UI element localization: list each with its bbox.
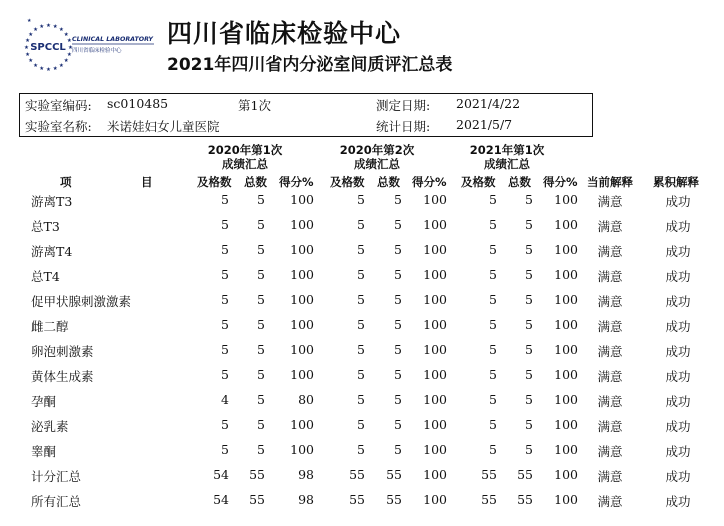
logo-abbr: SPCCL <box>30 42 66 53</box>
cumulative-interpretation: 成功 <box>665 244 691 259</box>
item-name: 卵泡刺激素 <box>31 344 94 359</box>
current-interpretation: 满意 <box>597 419 623 434</box>
g3-score: 100 <box>554 317 578 332</box>
g2-score: 100 <box>423 367 447 382</box>
table-row <box>0 363 724 387</box>
current-interpretation: 满意 <box>597 294 623 309</box>
table-row <box>0 263 724 287</box>
logo-star: ★ <box>68 45 73 51</box>
g1-total: 5 <box>257 392 265 407</box>
current-interpretation: 满意 <box>597 244 623 259</box>
cumulative-interpretation: 成功 <box>665 444 691 459</box>
report-subtitle: 2021年四川省内分泌室间质评汇总表 <box>167 55 453 75</box>
g2-total: 5 <box>394 192 402 207</box>
g1-pass: 54 <box>213 492 229 507</box>
table-row <box>0 238 724 262</box>
table-row <box>0 313 724 337</box>
g1-total: 5 <box>257 442 265 457</box>
g2-pass: 5 <box>357 192 365 207</box>
g1-pass: 5 <box>221 192 229 207</box>
logo-star: ★ <box>52 24 58 31</box>
current-interpretation: 满意 <box>597 469 623 484</box>
g1-pass: 5 <box>221 367 229 382</box>
g3-total: 5 <box>525 192 533 207</box>
g2-pass: 5 <box>357 367 365 382</box>
g1-total: 5 <box>257 342 265 357</box>
g3-pass-header: 及格数 <box>461 175 496 189</box>
g3-pass: 5 <box>489 442 497 457</box>
logo-star: ★ <box>39 65 45 72</box>
g1-total: 5 <box>257 292 265 307</box>
item-name: 孕酮 <box>31 394 57 409</box>
group-header-2: 2020年第2次 成绩汇总 <box>339 143 415 171</box>
g3-score: 100 <box>554 217 578 232</box>
g2-total: 5 <box>394 292 402 307</box>
g3-score: 100 <box>554 392 578 407</box>
g1-total: 5 <box>257 267 265 282</box>
g2-score: 100 <box>423 292 447 307</box>
g3-score: 100 <box>554 192 578 207</box>
table-row <box>0 413 724 437</box>
table-row <box>0 188 724 212</box>
logo-star: ★ <box>46 67 51 73</box>
g3-total: 5 <box>525 392 533 407</box>
item-name: 黄体生成素 <box>31 369 94 384</box>
g2-pass: 5 <box>357 392 365 407</box>
g2-total: 5 <box>394 242 402 257</box>
g2-pass-header: 及格数 <box>330 175 365 189</box>
g3-pass: 5 <box>489 342 497 357</box>
g1-pass: 5 <box>221 292 229 307</box>
g2-total: 5 <box>394 267 402 282</box>
current-interpretation: 满意 <box>597 219 623 234</box>
current-interpretation: 满意 <box>597 494 623 509</box>
g1-total: 55 <box>249 492 265 507</box>
g2-score-header: 得分% <box>412 175 447 189</box>
g3-pass: 55 <box>481 467 497 482</box>
g2-pass: 5 <box>357 217 365 232</box>
g3-score: 100 <box>554 342 578 357</box>
current-interpretation: 满意 <box>597 269 623 284</box>
g3-total: 5 <box>525 292 533 307</box>
g1-pass: 5 <box>221 267 229 282</box>
g2-total: 5 <box>394 367 402 382</box>
item-name: 计分汇总 <box>31 469 82 484</box>
g2-total: 5 <box>394 417 402 432</box>
stat-date-label: 统计日期: <box>376 119 431 134</box>
g1-score: 100 <box>290 292 314 307</box>
g2-score: 100 <box>423 392 447 407</box>
lab-code: sc010485 <box>107 96 169 111</box>
item-header-a: 项 <box>60 175 72 189</box>
logo-star: ★ <box>63 32 69 39</box>
current-interpretation: 满意 <box>597 394 623 409</box>
current-interpretation: 满意 <box>597 194 623 209</box>
g2-total: 55 <box>386 467 402 482</box>
logo-star: ★ <box>58 62 64 69</box>
g1-pass: 4 <box>221 392 229 407</box>
g1-score: 100 <box>290 267 314 282</box>
g1-total: 5 <box>257 417 265 432</box>
item-name: 游离T4 <box>31 244 73 259</box>
table-row <box>0 213 724 237</box>
lab-code-label: 实验室编码: <box>25 98 92 113</box>
current-header: 当前解释 <box>587 175 633 189</box>
current-interpretation: 满意 <box>597 369 623 384</box>
g3-pass: 5 <box>489 192 497 207</box>
g1-pass: 5 <box>221 442 229 457</box>
group-header-3: 2021年第1次 成绩汇总 <box>469 143 545 171</box>
g1-score: 80 <box>298 392 314 407</box>
g2-score: 100 <box>423 267 447 282</box>
cumulative-interpretation: 成功 <box>665 469 691 484</box>
logo-star: ★ <box>66 38 72 45</box>
lab-name-label: 实验室名称: <box>25 119 92 134</box>
g3-pass: 55 <box>481 492 497 507</box>
g3-total: 55 <box>517 492 533 507</box>
g1-score: 100 <box>290 367 314 382</box>
g2-total: 5 <box>394 317 402 332</box>
logo-star: ★ <box>33 27 39 34</box>
logo-star: ★ <box>33 62 39 69</box>
g1-total: 5 <box>257 367 265 382</box>
g3-score-header: 得分% <box>543 175 578 189</box>
g1-total-header: 总数 <box>244 175 267 189</box>
g3-total: 5 <box>525 367 533 382</box>
item-name: 睾酮 <box>31 444 57 459</box>
g3-total: 5 <box>525 442 533 457</box>
cumulative-interpretation: 成功 <box>665 294 691 309</box>
test-date: 2021/4/22 <box>456 96 521 111</box>
g3-pass: 5 <box>489 217 497 232</box>
g3-pass: 5 <box>489 317 497 332</box>
item-name: 总T3 <box>31 219 60 234</box>
table-row <box>0 438 724 462</box>
cumulative-header: 累积解释 <box>653 175 699 189</box>
cumulative-interpretation: 成功 <box>665 494 691 509</box>
g1-score: 100 <box>290 342 314 357</box>
g2-score: 100 <box>423 442 447 457</box>
table-row <box>0 488 724 512</box>
lab-name: 米诺娃妇女儿童医院 <box>107 119 220 134</box>
g2-score: 100 <box>423 467 447 482</box>
item-header-b: 目 <box>141 175 153 189</box>
g2-pass: 55 <box>349 492 365 507</box>
item-name: 泌乳素 <box>31 419 69 434</box>
g3-score: 100 <box>554 442 578 457</box>
g1-pass: 5 <box>221 242 229 257</box>
logo-line1: CLINICAL LABORATORY <box>72 36 153 43</box>
g3-pass: 5 <box>489 367 497 382</box>
g1-pass: 5 <box>221 317 229 332</box>
logo-star: ★ <box>66 51 72 58</box>
g1-score: 100 <box>290 417 314 432</box>
g1-total: 5 <box>257 217 265 232</box>
g1-total: 5 <box>257 242 265 257</box>
g3-total: 5 <box>525 217 533 232</box>
g2-pass: 5 <box>357 292 365 307</box>
cumulative-interpretation: 成功 <box>665 219 691 234</box>
item-name: 促甲状腺刺激激素 <box>31 294 132 309</box>
g2-pass: 55 <box>349 467 365 482</box>
g2-pass: 5 <box>357 442 365 457</box>
g2-score: 100 <box>423 192 447 207</box>
logo-star: ★ <box>58 27 64 34</box>
current-interpretation: 满意 <box>597 344 623 359</box>
g3-score: 100 <box>554 467 578 482</box>
g3-total: 5 <box>525 417 533 432</box>
logo-star: ★ <box>28 32 34 39</box>
logo-star: ★ <box>39 24 45 31</box>
cumulative-interpretation: 成功 <box>665 419 691 434</box>
stat-date: 2021/5/7 <box>456 117 513 132</box>
g1-pass-header: 及格数 <box>197 175 232 189</box>
g3-pass: 5 <box>489 417 497 432</box>
g2-total: 55 <box>386 492 402 507</box>
g2-total: 5 <box>394 217 402 232</box>
g3-score: 100 <box>554 492 578 507</box>
svg-text:★: ★ <box>27 18 32 24</box>
g3-score: 100 <box>554 292 578 307</box>
g1-pass: 5 <box>221 417 229 432</box>
g3-total-header: 总数 <box>508 175 531 189</box>
table-row <box>0 288 724 312</box>
g1-total: 55 <box>249 467 265 482</box>
g2-score: 100 <box>423 217 447 232</box>
logo-star: ★ <box>25 51 31 58</box>
g2-score: 100 <box>423 242 447 257</box>
current-interpretation: 满意 <box>597 319 623 334</box>
g1-total: 5 <box>257 192 265 207</box>
logo-star: ★ <box>24 45 29 51</box>
g1-score: 98 <box>298 492 314 507</box>
cumulative-interpretation: 成功 <box>665 344 691 359</box>
g3-pass: 5 <box>489 242 497 257</box>
item-name: 所有汇总 <box>31 494 82 509</box>
table-row <box>0 463 724 487</box>
g3-score: 100 <box>554 267 578 282</box>
logo-star: ★ <box>63 57 69 64</box>
g2-pass: 5 <box>357 317 365 332</box>
g2-pass: 5 <box>357 342 365 357</box>
g3-pass: 5 <box>489 292 497 307</box>
g3-total: 5 <box>525 317 533 332</box>
item-name: 总T4 <box>31 269 60 284</box>
logo-star: ★ <box>28 57 34 64</box>
table-row <box>0 338 724 362</box>
g2-total: 5 <box>394 392 402 407</box>
g2-pass: 5 <box>357 417 365 432</box>
g2-total: 5 <box>394 442 402 457</box>
g3-pass: 5 <box>489 267 497 282</box>
g2-score: 100 <box>423 417 447 432</box>
g3-total: 5 <box>525 242 533 257</box>
g2-total-header: 总数 <box>377 175 400 189</box>
g1-score: 100 <box>290 317 314 332</box>
cumulative-interpretation: 成功 <box>665 194 691 209</box>
spccl-logo <box>22 14 157 78</box>
g2-total: 5 <box>394 342 402 357</box>
g1-pass: 5 <box>221 342 229 357</box>
g3-score: 100 <box>554 417 578 432</box>
g1-score: 100 <box>290 217 314 232</box>
logo-star: ★ <box>52 65 58 72</box>
item-name: 雌二醇 <box>31 319 69 334</box>
g2-score: 100 <box>423 317 447 332</box>
cumulative-interpretation: 成功 <box>665 369 691 384</box>
logo-line2: 四川省临床检验中心 <box>72 48 122 54</box>
cumulative-interpretation: 成功 <box>665 394 691 409</box>
g3-pass: 5 <box>489 392 497 407</box>
g1-total: 5 <box>257 317 265 332</box>
g1-pass: 54 <box>213 467 229 482</box>
logo-star: ★ <box>46 23 51 29</box>
g3-total: 55 <box>517 467 533 482</box>
group-header-1: 2020年第1次 成绩汇总 <box>207 143 283 171</box>
test-date-label: 测定日期: <box>376 98 431 113</box>
g2-pass: 5 <box>357 267 365 282</box>
g3-score: 100 <box>554 242 578 257</box>
table-row <box>0 388 724 412</box>
g3-total: 5 <box>525 342 533 357</box>
g1-score: 100 <box>290 192 314 207</box>
item-name: 游离T3 <box>31 194 73 209</box>
g2-score: 100 <box>423 342 447 357</box>
g1-pass: 5 <box>221 217 229 232</box>
cumulative-interpretation: 成功 <box>665 269 691 284</box>
g1-score: 98 <box>298 467 314 482</box>
g3-score: 100 <box>554 367 578 382</box>
cumulative-interpretation: 成功 <box>665 319 691 334</box>
round-label: 第1次 <box>238 98 271 113</box>
g2-pass: 5 <box>357 242 365 257</box>
current-interpretation: 满意 <box>597 444 623 459</box>
g2-score: 100 <box>423 492 447 507</box>
g1-score: 100 <box>290 442 314 457</box>
g1-score-header: 得分% <box>279 175 314 189</box>
report-title: 四川省临床检验中心 <box>167 19 402 48</box>
g1-score: 100 <box>290 242 314 257</box>
logo-star: ★ <box>25 38 31 45</box>
g3-total: 5 <box>525 267 533 282</box>
